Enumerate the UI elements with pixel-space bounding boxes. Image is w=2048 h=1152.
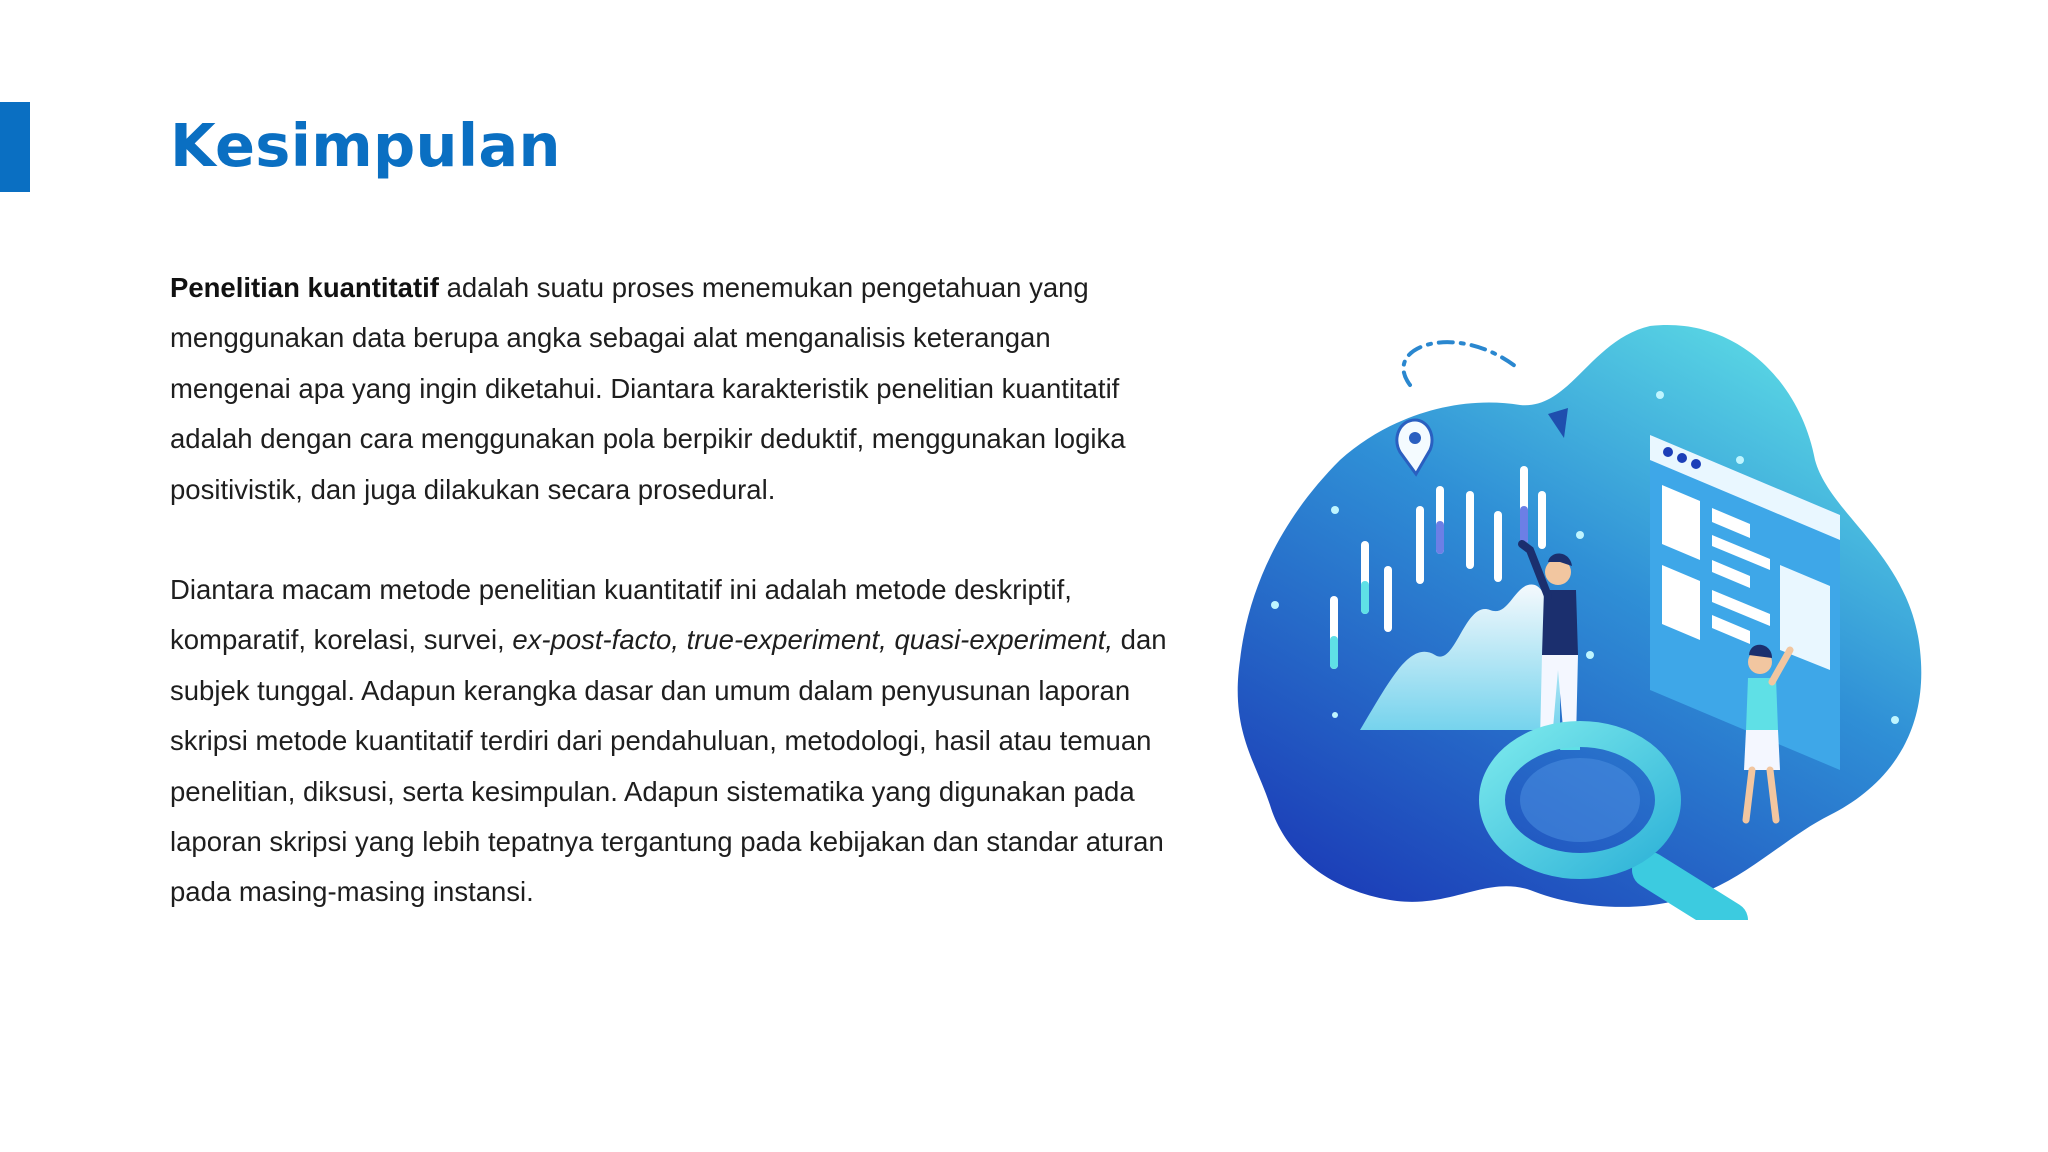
- data-analysis-illustration: [1230, 310, 1930, 920]
- paragraph-methods-text-1: Diantara macam metode penelitian kuantitatif ini adalah metode deskriptif, komparatif, korelasi, survei,: [170, 574, 1072, 656]
- paragraph-methods-text-2: dan subjek tunggal. Adapun kerangka dasar dan umum dalam penyusunan laporan skripsi metode kuantitatif terdiri dari pendahuluan, metodologi, hasil atau temuan penelitian, diksusi, serta kesimpulan. Adapun sistematika yang digunakan pada laporan skripsi yang lebih tepatnya tergantung pada kebijakan dan standar aturan pada masing-masing instansi.: [170, 624, 1167, 908]
- methods-italic: ex-post-facto, true-experiment, quasi-experiment,: [512, 624, 1114, 656]
- slide-title: Kesimpulan: [170, 111, 561, 180]
- paragraph-definition-text: adalah suatu proses menemukan pengetahuan yang menggunakan data berupa angka sebagai alat menganalisis keterangan mengenai apa yang ingin diketahui. Diantara karakteristik penelitian kuantitatif adalah dengan cara menggunakan pola berpikir deduktif, menggunakan logika positivistik, dan juga dilakukan secara prosedural.: [170, 272, 1126, 505]
- paragraph-methods: [170, 565, 1170, 918]
- term-bold: Penelitian kuantitatif: [170, 272, 439, 303]
- paragraph-definition: [170, 263, 1170, 515]
- slide-body: [170, 263, 1170, 918]
- title-accent-bar: [0, 102, 30, 192]
- orbit-dashed-line: [1403, 342, 1520, 385]
